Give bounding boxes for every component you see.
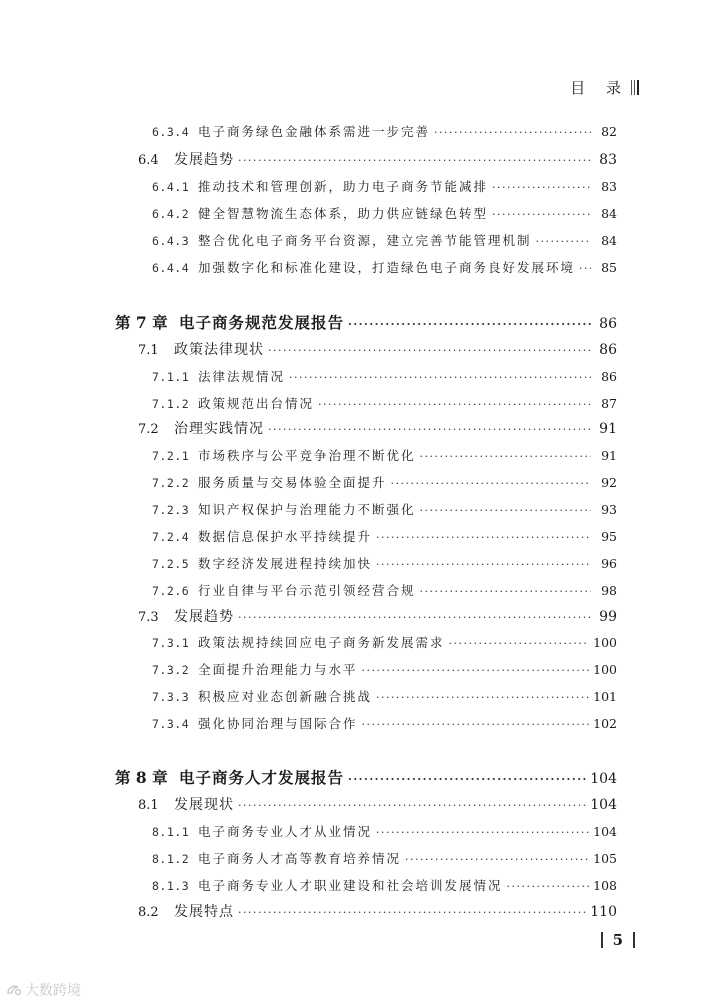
toc-entry-title: 强化协同治理与国际合作 (198, 716, 358, 731)
toc-entry-page: 83 (599, 152, 617, 168)
toc-entry-title: 电子商务人才高等教育培养情况 (198, 851, 402, 866)
toc-leader-dots (348, 318, 591, 331)
toc-entry-number: 7.1.2 (152, 397, 190, 411)
toc-entry-number: 6.4.1 (152, 180, 190, 194)
toc-entry[interactable] (0, 581, 617, 599)
toc-entry-number: 7.1.1 (152, 370, 190, 384)
toc-chapter-entry[interactable] (0, 766, 617, 788)
toc-leader-dots (376, 558, 591, 571)
toc-entry-title: 电子商务专业人才职业建设和社会培训发展情况 (198, 878, 503, 893)
toc-entry[interactable] (0, 149, 617, 169)
toc-entry-number: 7.2 (138, 422, 159, 437)
toc-entry[interactable] (0, 177, 617, 195)
toc-entry-number: 7.2.6 (152, 584, 190, 598)
toc-entry-page: 100 (593, 635, 617, 650)
footer-bar-right (633, 932, 635, 948)
toc-entry[interactable] (0, 606, 617, 626)
toc-entry-number: 7.3.3 (152, 690, 190, 704)
toc-entry-page: 91 (601, 448, 617, 463)
toc-entry[interactable] (0, 687, 617, 705)
toc-leader-dots (449, 637, 590, 650)
toc-entry-page: 82 (601, 124, 617, 139)
toc-entry-page: 105 (593, 851, 617, 866)
toc-entry-number: 8.1.3 (152, 879, 190, 893)
toc-entry-page: 93 (601, 502, 617, 517)
toc-leader-dots (376, 531, 591, 544)
toc-leader-dots (420, 450, 591, 463)
toc-chapter-title: 电子商务人才发展报告 (179, 768, 345, 787)
toc-entry-title: 法律法规情况 (198, 369, 286, 384)
toc-entry-page: 85 (601, 260, 617, 275)
toc-entry[interactable] (0, 339, 617, 359)
toc-entry-page: 110 (590, 904, 617, 920)
toc-entry[interactable] (0, 446, 617, 464)
toc-leader-dots (434, 126, 591, 139)
toc-entry-page: 108 (593, 878, 617, 893)
toc-entry-title: 发展趋势 (174, 609, 234, 625)
toc-entry[interactable] (0, 822, 617, 840)
toc-entry-title: 治理实践情况 (174, 421, 264, 437)
toc-leader-dots (268, 423, 591, 436)
toc-entry-number: 7.2.3 (152, 503, 190, 517)
toc-entry-title: 市场秩序与公平竞争治理不断优化 (198, 448, 416, 463)
toc-entry-title: 整合优化电子商务平台资源，建立完善节能管理机制 (198, 233, 532, 248)
toc-leader-dots (391, 477, 591, 490)
toc-entry-page: 104 (593, 824, 617, 839)
toc-chapter-title: 电子商务规范发展报告 (179, 313, 345, 332)
toc-entry[interactable] (0, 473, 617, 491)
toc-entry-page: 87 (601, 396, 617, 411)
toc-entry-title: 知识产权保护与治理能力不断强化 (198, 502, 416, 517)
watermark-text: 大数跨境 (25, 983, 81, 999)
toc-entry-page: 84 (601, 206, 617, 221)
toc-entry-number: 6.3.4 (152, 125, 190, 139)
toc-entry-page: 104 (590, 771, 617, 787)
watermark (6, 980, 81, 1000)
toc-entry-number: 7.3 (138, 610, 159, 625)
toc-entry[interactable] (0, 500, 617, 518)
toc-entry-title: 电子商务绿色金融体系需进一步完善 (198, 124, 431, 139)
toc-entry-title: 加强数字化和标准化建设，打造绿色电子商务良好发展环境 (198, 260, 576, 275)
toc-entry-page: 86 (599, 342, 617, 358)
toc-entry[interactable] (0, 204, 617, 222)
toc-leader-dots (318, 398, 591, 411)
toc-entry-number: 7.1 (138, 343, 159, 358)
toc-entry[interactable] (0, 660, 617, 678)
toc-leader-dots (348, 773, 586, 786)
toc-leader-dots (420, 504, 591, 517)
toc-entry-number: 7.2.4 (152, 530, 190, 544)
toc-entry[interactable] (0, 794, 617, 814)
toc-leader-dots (579, 262, 591, 275)
toc-entry-page: 86 (599, 316, 617, 332)
toc-leader-dots (238, 906, 586, 919)
toc-entry-title: 发展现状 (174, 797, 234, 813)
toc-entry-number: 7.3.4 (152, 717, 190, 731)
toc-entry-number: 7.2.5 (152, 557, 190, 571)
toc-entry[interactable] (0, 394, 617, 412)
toc-entry-page: 84 (601, 233, 617, 248)
toc-entry-number: 8.1 (138, 798, 159, 813)
toc-entry[interactable] (0, 527, 617, 545)
toc-entry-number: 6.4 (138, 153, 159, 168)
toc-entry[interactable] (0, 231, 617, 249)
toc-leader-dots (507, 880, 590, 893)
toc-entry-title: 积极应对业态创新融合挑战 (198, 689, 373, 704)
running-header (570, 77, 639, 98)
toc-entry-page: 101 (593, 689, 617, 704)
toc-entry-number: 8.2 (138, 905, 159, 920)
toc-leader-dots (420, 585, 591, 598)
toc-entry-page: 91 (599, 421, 617, 437)
toc-entry-title: 服务质量与交易体验全面提升 (198, 475, 387, 490)
toc-entry-page: 98 (601, 583, 617, 598)
toc-entry-title: 数字经济发展进程持续加快 (198, 556, 373, 571)
toc-entry-number: 6.4.3 (152, 234, 190, 248)
toc-entry-number: 6.4.4 (152, 261, 190, 275)
toc-entry-page: 83 (601, 179, 617, 194)
toc-leader-dots (362, 664, 590, 677)
page-number: 5 (612, 931, 623, 949)
toc-leader-dots (238, 799, 586, 812)
toc-entry-title: 数据信息保护水平持续提升 (198, 529, 373, 544)
toc-entry-page: 95 (601, 529, 617, 544)
toc-entry-title: 全面提升治理能力与水平 (198, 662, 358, 677)
toc-entry[interactable] (0, 901, 617, 921)
toc-leader-dots (238, 611, 591, 624)
toc-leader-dots (492, 208, 591, 221)
toc-entry-title: 电子商务专业人才从业情况 (198, 824, 373, 839)
toc-entry-title: 政策规范出台情况 (198, 396, 315, 411)
toc-leader-dots (376, 826, 589, 839)
page-footer (601, 931, 635, 949)
toc-entry-number: 7.3.2 (152, 663, 190, 677)
toc-entry-title: 行业自律与平台示范引领经营合规 (198, 583, 416, 598)
footer-bar-left (601, 932, 603, 948)
toc-entry[interactable] (0, 554, 617, 572)
toc-entry-title: 发展趋势 (174, 152, 234, 168)
toc-chapter-entry[interactable] (0, 311, 617, 333)
watermark-logo-icon (6, 983, 22, 997)
toc-entry[interactable] (0, 418, 617, 438)
toc-entry-title: 健全智慧物流生态体系，助力供应链绿色转型 (198, 206, 489, 221)
toc-entry-title: 发展特点 (174, 904, 234, 920)
header-bars-ornament (631, 80, 639, 95)
toc-entry[interactable] (0, 849, 617, 867)
toc-leader-dots (536, 235, 591, 248)
toc-entry-title: 政策法律现状 (174, 342, 264, 358)
toc-chapter-number: 第 8 章 (115, 768, 168, 787)
toc-leader-dots (362, 718, 590, 731)
toc-entry[interactable] (0, 258, 617, 276)
toc-entry-page: 100 (593, 662, 617, 677)
toc-entry[interactable] (0, 367, 617, 385)
toc-leader-dots (238, 154, 591, 167)
toc-entry-number: 8.1.1 (152, 825, 190, 839)
toc-entry-number: 6.4.2 (152, 207, 190, 221)
toc-entry[interactable] (0, 122, 617, 140)
toc-leader-dots (289, 371, 591, 384)
toc-entry-number: 7.2.1 (152, 449, 190, 463)
toc-entry-page: 96 (601, 556, 617, 571)
toc-entry-page: 102 (593, 716, 617, 731)
toc-leader-dots (376, 691, 589, 704)
running-header-title: 目 录 (570, 79, 629, 97)
toc-entry-number: 7.3.1 (152, 636, 190, 650)
toc-entry[interactable] (0, 714, 617, 732)
toc-entry[interactable] (0, 876, 617, 894)
toc-leader-dots (268, 344, 591, 357)
toc-entry-title: 推动技术和管理创新，助力电子商务节能减排 (198, 179, 489, 194)
toc-entry-page: 92 (601, 475, 617, 490)
toc-entry-page: 104 (590, 797, 617, 813)
toc-entry[interactable] (0, 633, 617, 651)
toc-entry-page: 86 (601, 369, 617, 384)
toc-chapter-number: 第 7 章 (115, 313, 168, 332)
toc-leader-dots (492, 181, 591, 194)
toc-entry-title: 政策法规持续回应电子商务新发展需求 (198, 635, 445, 650)
toc-entry-number: 8.1.2 (152, 852, 190, 866)
toc-leader-dots (405, 853, 589, 866)
toc-entry-page: 99 (599, 609, 617, 625)
toc-entry-number: 7.2.2 (152, 476, 190, 490)
